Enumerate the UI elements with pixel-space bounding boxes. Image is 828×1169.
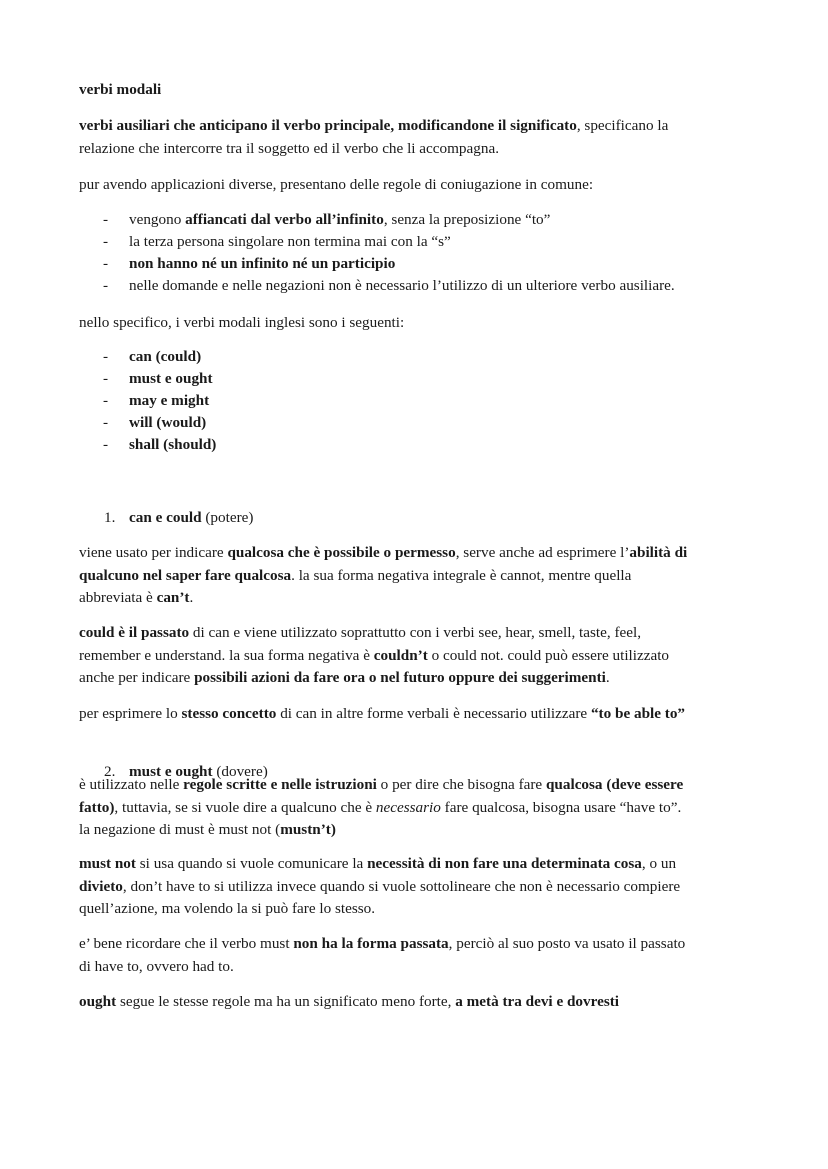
rule-item (79, 275, 759, 297)
text-bold: abilità di (629, 544, 688, 561)
section-2-paragraph-2 (79, 853, 759, 921)
text-run: la negazione di must è must not ( (79, 821, 281, 838)
text-run: . (605, 669, 610, 686)
text-line (79, 933, 759, 956)
text-run: di can e viene utilizzato soprattutto con i verbi see, hear, smell, taste, feel, (189, 624, 642, 641)
intro-paragraph (79, 115, 759, 160)
text-line (79, 853, 759, 876)
text-bold: fatto) (79, 798, 115, 816)
text-line: di have to, ovvero had to. (79, 957, 234, 975)
text-run: , o un (641, 855, 677, 872)
modals-list (79, 346, 759, 456)
text-line (79, 797, 759, 820)
text-run: , don’t have to si utilizza invece quando si vuole sottolineare che non è necessario compiere (122, 877, 681, 895)
text-line (79, 645, 759, 668)
text-bold: ought (79, 993, 117, 1010)
rule-bold: affiancati dal verbo all’infinito (185, 211, 384, 228)
section-number: 2. (104, 762, 116, 780)
modal-item (79, 346, 759, 368)
text-run: , perciò al suo posto va usato il passato (448, 935, 686, 952)
text-bold: “to be able to” (590, 705, 686, 722)
section-1-heading (79, 507, 809, 530)
text-bold: must not (79, 855, 136, 872)
dash-bullet: - (103, 211, 109, 228)
text-run: anche per indicare (79, 669, 195, 686)
text-bold: stesso concetto (181, 705, 277, 722)
text-bold: mustn’t) (280, 821, 336, 838)
intro-line-2: relazione che intercorre tra il soggetto ed il verbo che li accompagna. (79, 139, 499, 157)
dash-bullet: - (103, 233, 109, 250)
rules-list (79, 209, 759, 297)
dash-bullet: - (103, 277, 109, 294)
modal-label: can (could) (129, 348, 202, 365)
text-line (79, 565, 759, 588)
text-bold: a metà tra devi e dovresti (455, 993, 620, 1010)
section-1-paragraph-2 (79, 622, 759, 690)
text-run: si usa quando si vuole comunicare la (135, 855, 368, 872)
section-1-subtitle: (potere) (201, 509, 254, 526)
dash-bullet: - (103, 348, 109, 365)
section-2-paragraph-1 (79, 774, 759, 842)
text-bold: qualcuno nel saper fare qualcosa (79, 566, 292, 584)
document-title (79, 79, 759, 102)
dash-bullet: - (103, 255, 109, 272)
text-line (79, 667, 759, 690)
rule-item (79, 209, 759, 231)
text-line (79, 622, 759, 645)
section-2-title: must e ought (129, 762, 213, 780)
text-bold: could è il passato (79, 624, 190, 641)
text-run: o could not. could può essere utilizzato (427, 646, 670, 664)
modal-label: may e might (129, 392, 210, 409)
text-run: remember e understand. la sua forma negativa è (79, 646, 374, 664)
modal-item (79, 390, 759, 412)
rule-text: la terza persona singolare non termina mai con la “s” (129, 233, 451, 250)
rule-text: nelle domande e nelle negazioni non è necessario l’utilizzo di un ulteriore verbo ausiliare. (129, 277, 675, 294)
text-bold: necessità di non fare una determinata cosa (367, 855, 642, 872)
text-line (79, 774, 759, 797)
text-run: di can in altre forme verbali è necessario utilizzare (276, 705, 591, 722)
text-bold: regole scritte e nelle istruzioni (183, 776, 377, 793)
section-1-paragraph-3 (79, 703, 759, 726)
dash-bullet: - (103, 370, 109, 387)
text-bold: possibili azioni da fare ora o nel futuro oppure dei suggerimenti (194, 669, 606, 686)
dash-bullet: - (103, 392, 109, 409)
dash-bullet: - (103, 414, 109, 431)
text-line (79, 587, 759, 610)
intro-bold: verbi ausiliari che anticipano il verbo principale, modificandone il significato (79, 117, 577, 134)
text-bold: qualcosa (deve essere (545, 776, 684, 793)
section-number: 1. (104, 509, 116, 526)
text-bold: divieto (79, 877, 123, 895)
modal-item (79, 412, 759, 434)
text-bold: couldn’t (373, 646, 428, 664)
text-bold: non ha la forma passata (293, 935, 449, 952)
modal-label: must e ought (129, 370, 213, 387)
section-1-paragraph-1 (79, 542, 759, 610)
section-1-title: can e could (129, 509, 202, 526)
text-run: , serve anche ad esprimere l’ (455, 544, 630, 561)
text-run: fare qualcosa, bisogna usare “have to”. (440, 798, 682, 816)
text-run: . la sua forma negativa integrale è cannot, mentre quella (291, 566, 632, 584)
modals-intro: nello specifico, i verbi modali inglesi sono i seguenti: (79, 314, 405, 331)
text-run: o per dire che bisogna fare (376, 776, 546, 793)
text-run: viene usato per indicare (79, 544, 228, 561)
modal-item (79, 368, 759, 390)
text-line: quell’azione, ma volendo la si può fare lo stesso. (79, 900, 376, 917)
document-page (79, 0, 759, 1010)
text-run: . (189, 589, 194, 606)
text-run: , tuttavia, se si vuole dire a qualcuno che è (114, 798, 376, 816)
section-2-subtitle: (dovere) (212, 762, 268, 780)
text-line (79, 876, 759, 899)
modal-label: shall (should) (129, 436, 217, 453)
section-2-paragraph-4 (79, 991, 759, 1014)
text-line (79, 542, 759, 565)
rule-item (79, 253, 759, 275)
title-text: verbi modali (79, 81, 162, 98)
rules-intro: pur avendo applicazioni diverse, presentano delle regole di coniugazione in comune: (79, 176, 594, 193)
text-run: è utilizzato nelle (79, 776, 184, 793)
rule-text: , senza la preposizione “to” (383, 211, 551, 228)
rule-item (79, 231, 759, 253)
dash-bullet: - (103, 436, 109, 453)
modal-label: will (would) (129, 414, 207, 431)
text-line (79, 819, 759, 842)
rule-text: vengono (129, 211, 186, 228)
modal-item (79, 434, 759, 456)
text-run: abbreviata è (79, 589, 157, 606)
intro-rest: , specificano la (576, 117, 669, 134)
text-italic: necessario (375, 798, 441, 816)
text-run: segue le stesse regole ma ha un significato meno forte, (116, 993, 456, 1010)
text-run: e’ bene ricordare che il verbo must (79, 935, 294, 952)
section-2-paragraph-3 (79, 933, 759, 978)
text-bold: can’t (156, 589, 190, 606)
text-run: per esprimere lo (79, 705, 182, 722)
text-bold: qualcosa che è possibile o permesso (227, 544, 456, 561)
intro-line-1 (79, 115, 759, 138)
rule-bold: non hanno né un infinito né un participio (129, 255, 396, 272)
